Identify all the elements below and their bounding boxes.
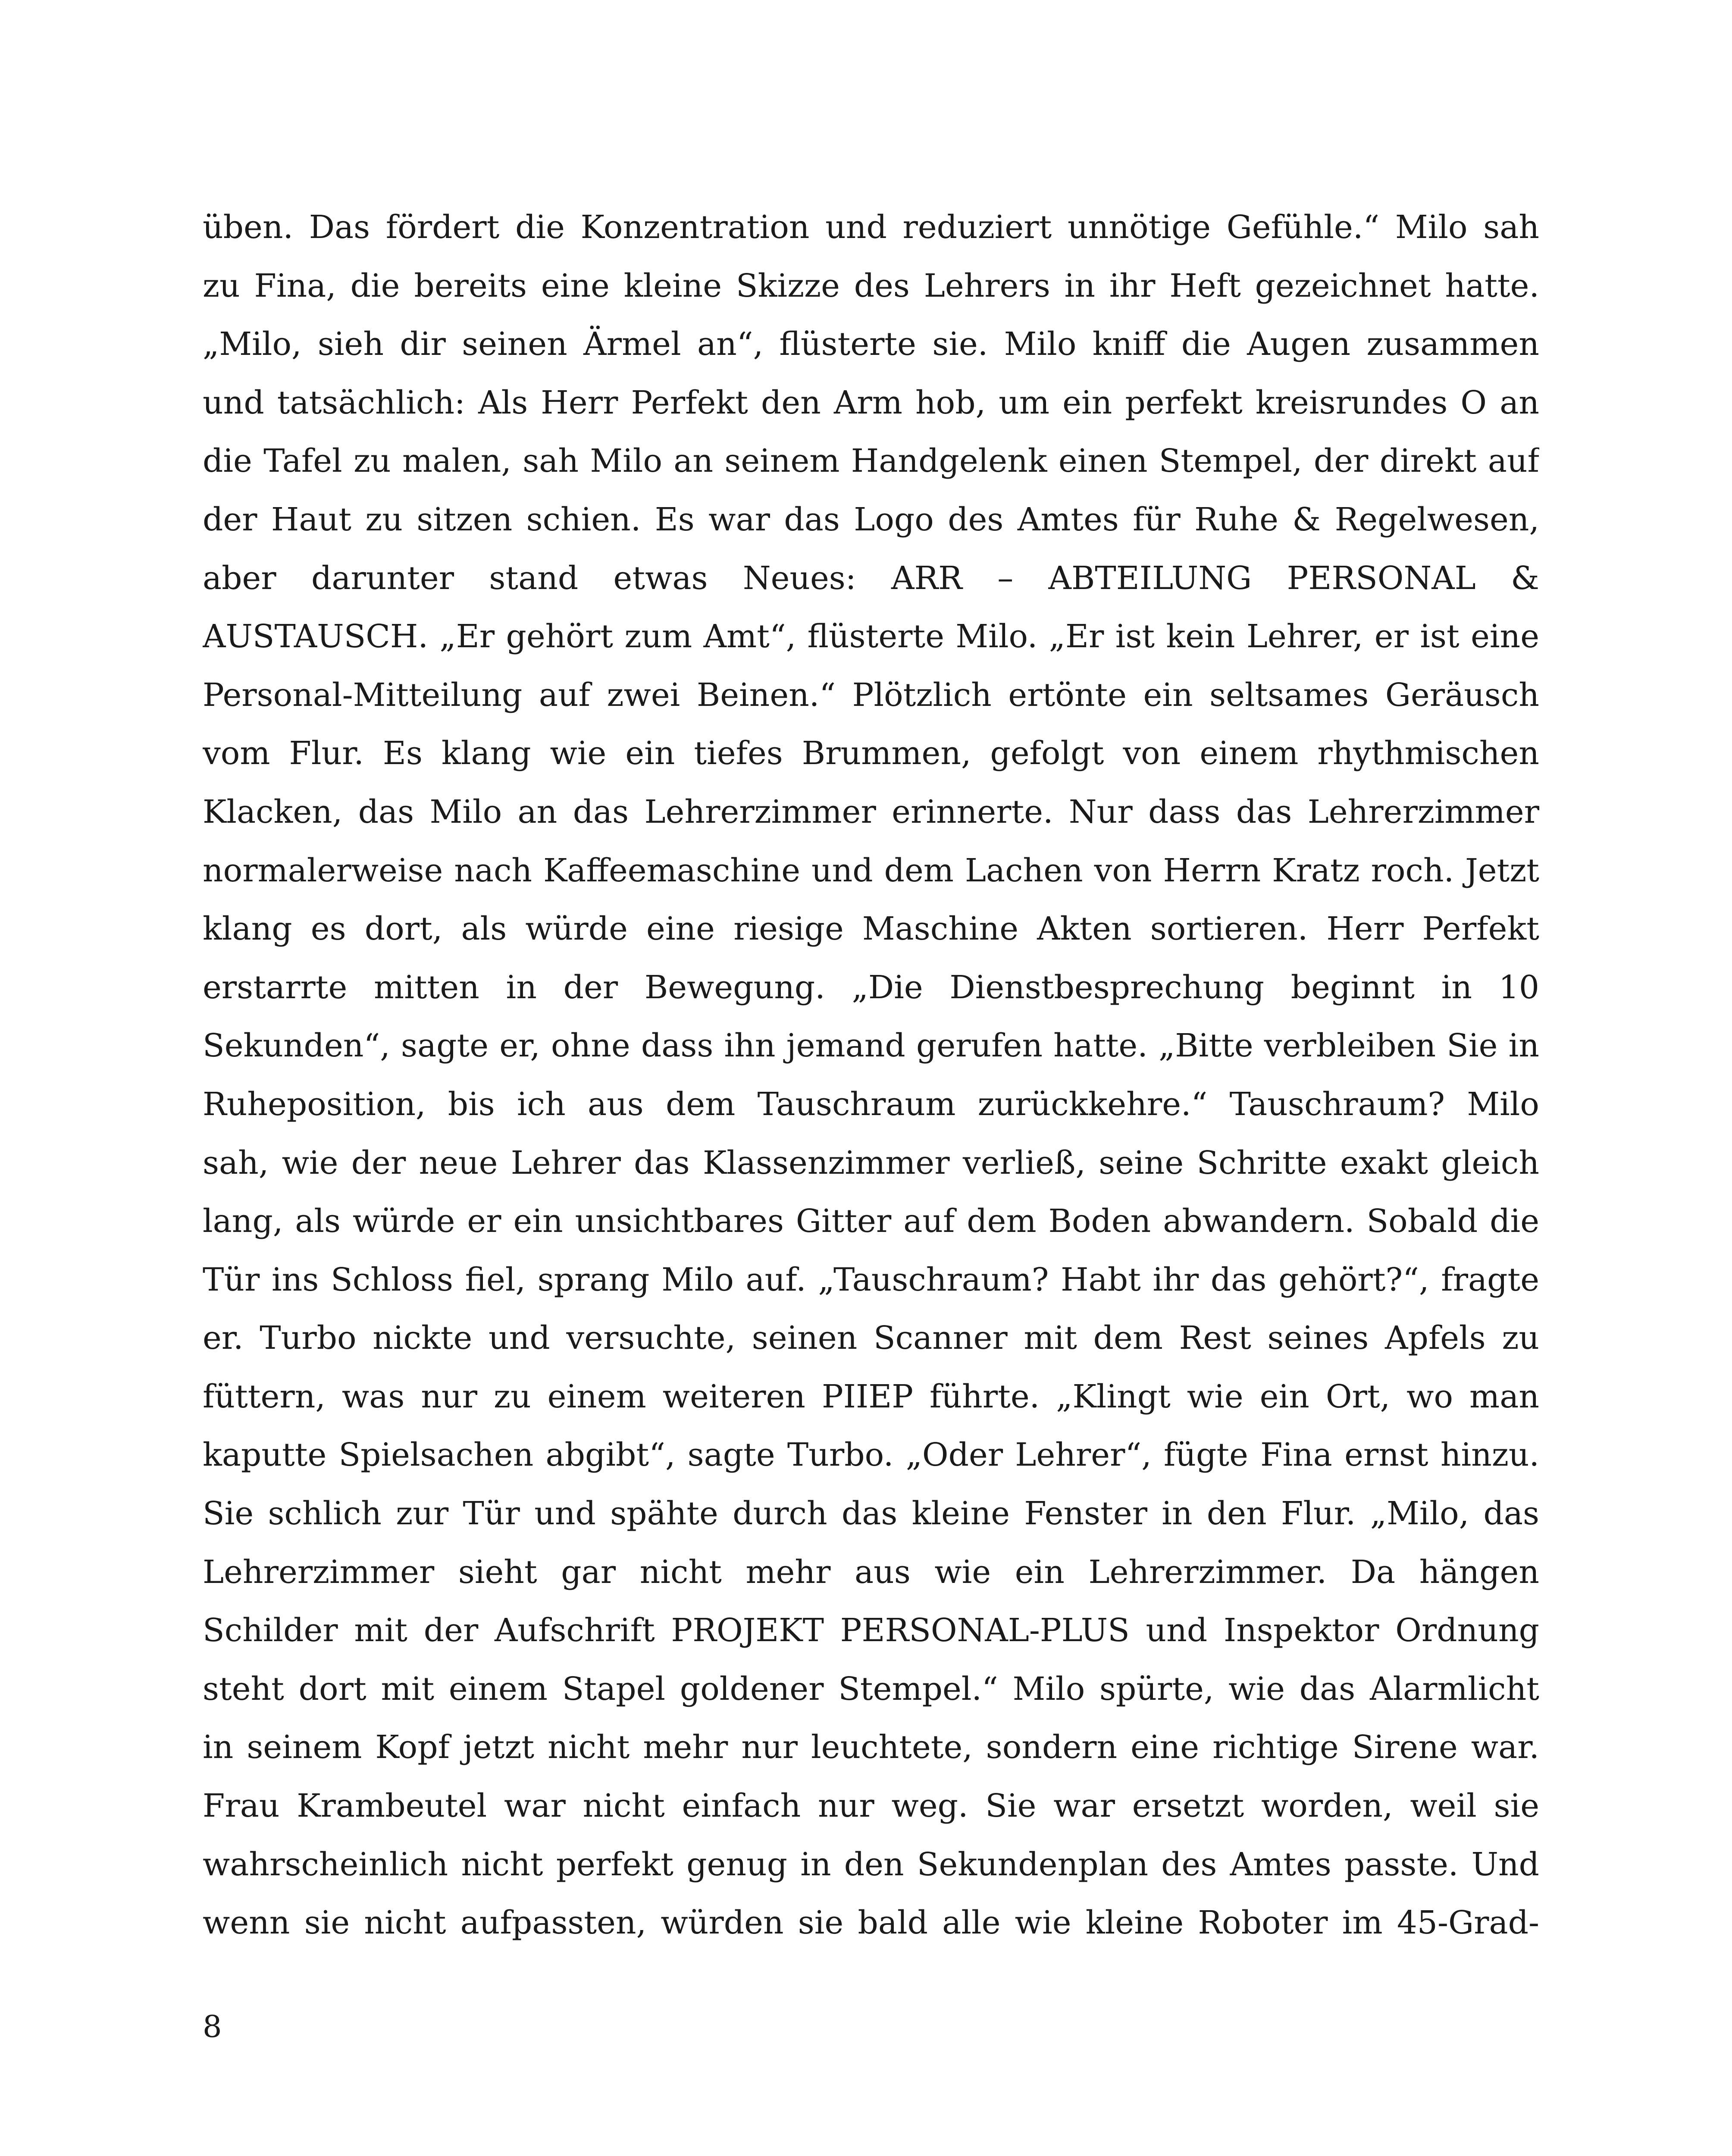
text-line: „Milo, sieh dir seinen Ärmel an“, flüsterte sie. Milo kniff die Augen zusammen [203,326,1539,363]
page-number: 8 [203,2009,222,2044]
text-line: Personal-Mitteilung auf zwei Beinen.“ Plötzlich ertönte ein seltsames Geräusch [203,676,1539,714]
text-line: füttern, was nur zu einem weiteren PIIEP führte. „Klingt wie ein Ort, wo man [203,1378,1539,1415]
text-line: er. Turbo nickte und versuchte, seinen Scanner mit dem Rest seines Apfels zu [203,1319,1539,1357]
text-line: Ruheposition, bis ich aus dem Tauschraum zurückkehre.“ Tauschraum? Milo [203,1085,1539,1123]
text-line: Tür ins Schloss fiel, sprang Milo auf. „Tauschraum? Habt ihr das gehört?“, fragte [203,1261,1539,1298]
text-line: Schilder mit der Aufschrift PROJEKT PERSONAL-PLUS und Inspektor Ordnung [203,1612,1539,1649]
text-line: klang es dort, als würde eine riesige Maschine Akten sortieren. Herr Perfekt [203,910,1539,948]
text-line: wenn sie nicht aufpassten, würden sie bald alle wie kleine Roboter im 45-Grad- [203,1904,1539,1942]
text-line: zu Fina, die bereits eine kleine Skizze des Lehrers in ihr Heft gezeichnet hatte. [203,267,1539,304]
text-line: der Haut zu sitzen schien. Es war das Logo des Amtes für Ruhe & Regelwesen, [203,501,1539,538]
text-line: vom Flur. Es klang wie ein tiefes Brummen, gefolgt von einem rhythmischen [203,735,1539,772]
text-line: üben. Das fördert die Konzentration und reduziert unnötige Gefühle.“ Milo sah [203,209,1539,246]
text-line: AUSTAUSCH. „Er gehört zum Amt“, flüsterte Milo. „Er ist kein Lehrer, er ist eine [203,618,1539,655]
text-line: steht dort mit einem Stapel goldener Stempel.“ Milo spürte, wie das Alarmlicht [203,1670,1539,1708]
text-line: lang, als würde er ein unsichtbares Gitter auf dem Boden abwandern. Sobald die [203,1203,1539,1240]
text-line: normalerweise nach Kaffeemaschine und dem Lachen von Herrn Kratz roch. Jetzt [203,852,1539,889]
text-line: Klacken, das Milo an das Lehrerzimmer erinnerte. Nur dass das Lehrerzimmer [203,793,1539,830]
text-line: Frau Krambeutel war nicht einfach nur weg. Sie war ersetzt worden, weil sie [203,1787,1539,1825]
text-line: wahrscheinlich nicht perfekt genug in den Sekundenplan des Amtes passte. Und [203,1846,1539,1883]
text-line: die Tafel zu malen, sah Milo an seinem Handgelenk einen Stempel, der direkt auf [203,442,1539,480]
text-line: und tatsächlich: Als Herr Perfekt den Arm hob, um ein perfekt kreisrundes O an [203,384,1539,421]
text-line: Lehrerzimmer sieht gar nicht mehr aus wie ein Lehrerzimmer. Da hängen [203,1553,1539,1591]
text-line: Sie schlich zur Tür und spähte durch das kleine Fenster in den Flur. „Milo, das [203,1495,1539,1532]
text-line: in seinem Kopf jetzt nicht mehr nur leuchtete, sondern eine richtige Sirene war. [203,1729,1539,1766]
text-line: erstarrte mitten in der Bewegung. „Die Dienstbesprechung beginnt in 10 [203,968,1539,1006]
text-line: kaputte Spielsachen abgibt“, sagte Turbo. „Oder Lehrer“, fügte Fina ernst hinzu. [203,1436,1539,1474]
text-line: Sekunden“, sagte er, ohne dass ihn jemand gerufen hatte. „Bitte verbleiben Sie in [203,1027,1539,1065]
body-text [203,198,1539,1952]
text-line: sah, wie der neue Lehrer das Klassenzimmer verließ, seine Schritte exakt gleich [203,1144,1539,1181]
text-line: aber darunter stand etwas Neues: ARR – ABTEILUNG PERSONAL & [203,559,1539,597]
